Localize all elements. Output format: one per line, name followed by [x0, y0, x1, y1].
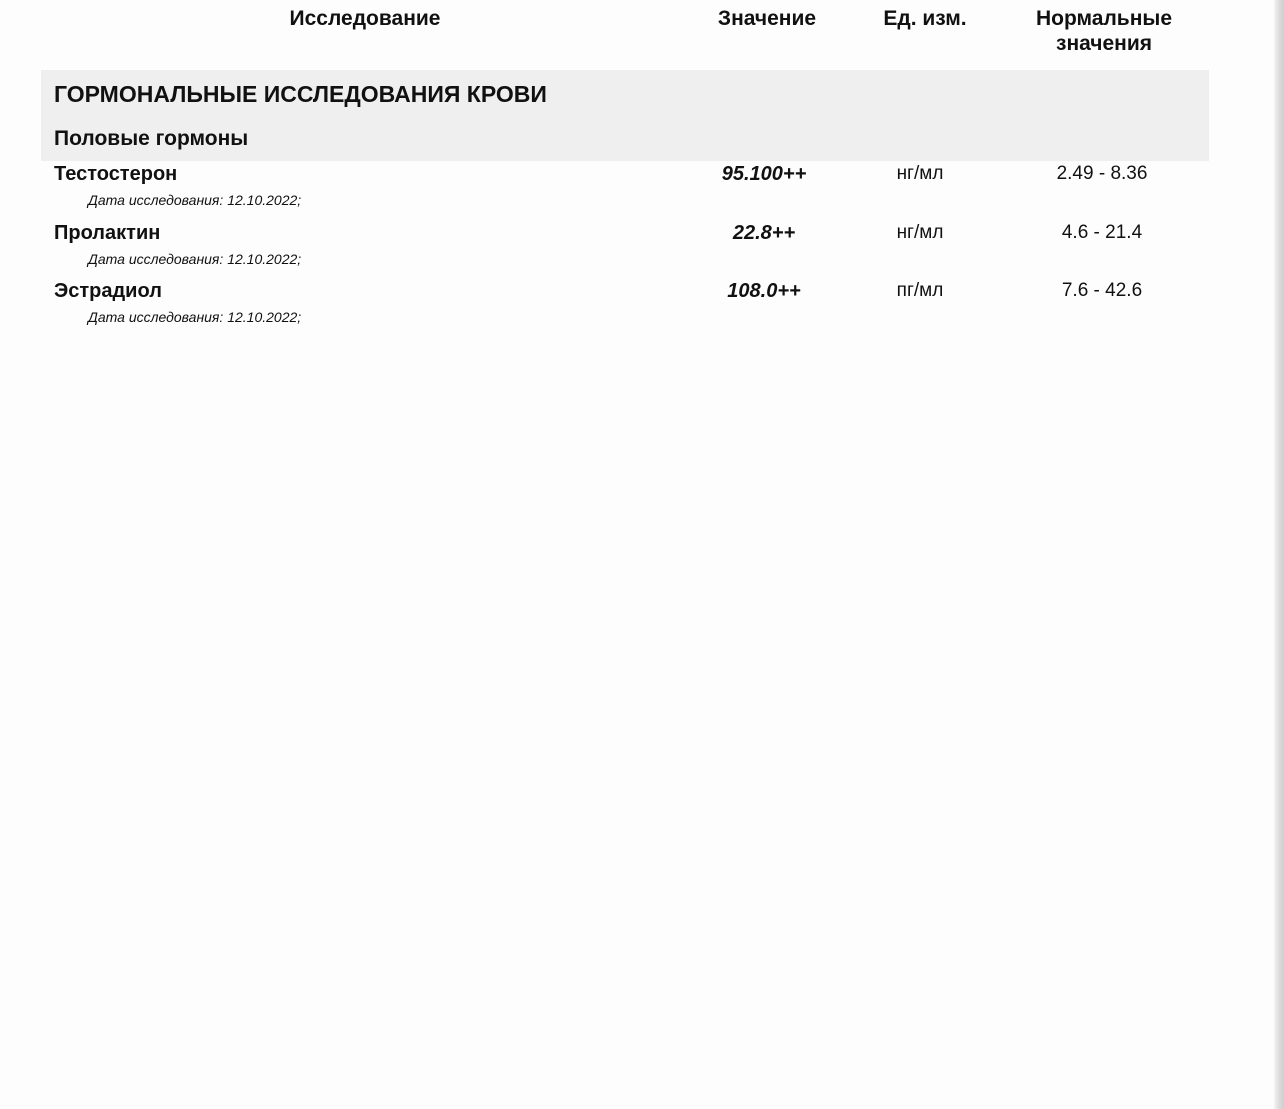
test-unit: пг/мл — [896, 280, 944, 301]
column-header-norm: Нормальные значения — [1035, 7, 1173, 55]
test-unit: нг/мл — [896, 221, 944, 243]
test-date: Дата исследования: 12.10.2022; — [88, 192, 302, 208]
test-date: Дата исследования: 12.10.2022; — [88, 309, 302, 325]
table-row — [0, 277, 1284, 336]
table-row — [0, 219, 1284, 278]
section-band — [41, 70, 1209, 161]
column-header-study: Исследование — [289, 7, 441, 30]
test-norm: 2.49 - 8.36 — [1056, 163, 1148, 184]
table-row — [0, 160, 1284, 219]
test-unit: нг/мл — [896, 163, 944, 184]
test-norm: 4.6 - 21.4 — [1061, 221, 1143, 243]
results-table — [0, 160, 1284, 336]
test-name: Тестостерон — [54, 163, 178, 185]
column-header-unit: Ед. изм. — [883, 7, 967, 30]
test-name: Пролактин — [54, 221, 161, 244]
test-value: 95.100++ — [721, 163, 807, 185]
column-header-value: Значение — [717, 7, 817, 30]
test-value: 108.0++ — [727, 280, 801, 302]
subsection-title: Половые гормоны — [54, 127, 249, 150]
section-title: ГОРМОНАЛЬНЫЕ ИССЛЕДОВАНИЯ КРОВИ — [54, 81, 547, 107]
test-norm: 7.6 - 42.6 — [1061, 280, 1143, 301]
test-date: Дата исследования: 12.10.2022; — [88, 250, 302, 267]
test-name: Эстрадиол — [54, 280, 162, 302]
test-value: 22.8++ — [732, 221, 796, 244]
